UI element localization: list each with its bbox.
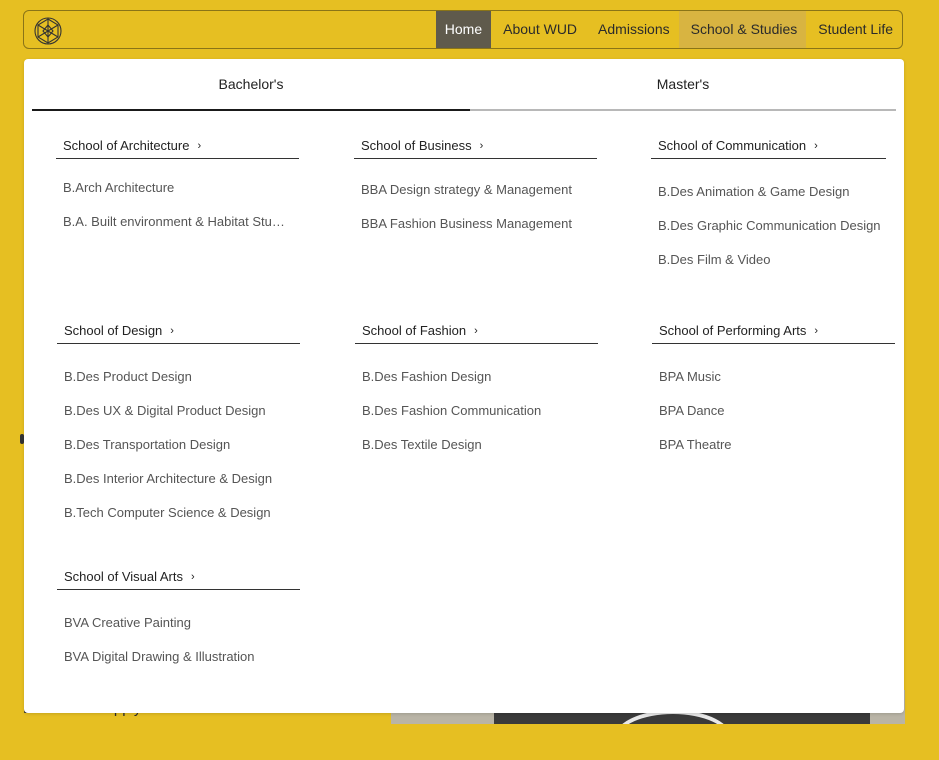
wud-logo-icon[interactable] xyxy=(33,16,63,46)
school-architecture-link[interactable] xyxy=(56,138,299,159)
nav-student-life[interactable]: Student Life xyxy=(818,21,893,37)
degree-tabs xyxy=(32,59,896,111)
program-link[interactable]: BPA Dance xyxy=(659,403,725,418)
school-business-link[interactable] xyxy=(354,138,597,159)
nav-about-wud[interactable]: About WUD xyxy=(503,21,578,37)
program-link[interactable]: B.Des Animation & Game Design xyxy=(658,184,850,199)
program-link[interactable]: B.Des Textile Design xyxy=(362,437,482,452)
program-link[interactable]: B.Des Fashion Design xyxy=(362,369,492,384)
chevron-right-icon: › xyxy=(479,140,484,152)
school-fashion xyxy=(355,323,598,462)
school-studies-dropdown xyxy=(24,59,904,713)
program-link[interactable]: B.Tech Computer Science & Design xyxy=(64,505,271,520)
school-name: School of Business xyxy=(361,138,472,153)
program-link[interactable]: BVA Creative Painting xyxy=(64,615,191,630)
school-communication-link[interactable] xyxy=(651,138,886,159)
nav-admissions[interactable]: Admissions xyxy=(598,21,670,37)
program-link[interactable]: B.Des Transportation Design xyxy=(64,437,231,452)
program-link[interactable]: B.Des UX & Digital Product Design xyxy=(64,403,266,418)
program-link[interactable]: BPA Theatre xyxy=(659,437,732,452)
program-link[interactable]: B.Des Product Design xyxy=(64,369,192,384)
school-visual-arts xyxy=(57,569,300,674)
school-fashion-link[interactable] xyxy=(355,323,598,344)
school-architecture xyxy=(56,138,299,239)
program-link[interactable]: B.Arch Architecture xyxy=(63,180,175,195)
school-visual-arts-link[interactable] xyxy=(57,569,300,590)
program-link[interactable]: B.Des Film & Video xyxy=(658,252,771,267)
program-link[interactable]: BVA Digital Drawing & Illustration xyxy=(64,649,255,664)
chevron-right-icon: › xyxy=(197,140,202,152)
school-business xyxy=(354,138,597,241)
school-design-link[interactable] xyxy=(57,323,300,344)
school-name: School of Communication xyxy=(658,138,807,153)
program-link[interactable]: B.Des Graphic Communication Design xyxy=(658,218,881,233)
program-link[interactable]: BPA Music xyxy=(659,369,721,384)
school-name: School of Design xyxy=(64,323,163,338)
nav-menu xyxy=(436,11,902,48)
school-name: School of Architecture xyxy=(63,138,190,153)
school-performing-arts xyxy=(652,323,895,462)
program-link[interactable]: B.Des Fashion Communication xyxy=(362,403,542,418)
chevron-right-icon: › xyxy=(191,571,195,583)
tab-masters[interactable]: Master's xyxy=(470,59,896,111)
chevron-right-icon: › xyxy=(814,325,819,337)
top-navbar xyxy=(23,10,903,49)
chevron-right-icon: › xyxy=(474,325,478,337)
program-link[interactable]: BBA Fashion Business Management xyxy=(361,216,573,231)
program-link[interactable]: B.Des Interior Architecture & Design xyxy=(64,471,273,486)
school-name: School of Visual Arts xyxy=(64,569,183,584)
tab-bachelors[interactable]: Bachelor's xyxy=(32,59,470,111)
school-name: School of Fashion xyxy=(362,323,467,338)
school-design xyxy=(57,323,300,530)
chevron-right-icon: › xyxy=(170,325,174,337)
chevron-right-icon: › xyxy=(814,140,818,152)
program-link[interactable]: B.A. Built environment & Habitat Stu… xyxy=(63,214,285,229)
school-performing-arts-link[interactable] xyxy=(652,323,895,344)
nav-home[interactable]: Home xyxy=(436,11,491,48)
nav-school-studies[interactable]: School & Studies xyxy=(679,11,807,48)
school-communication xyxy=(651,138,886,277)
program-link[interactable]: BBA Design strategy & Management xyxy=(361,182,573,197)
school-name: School of Performing Arts xyxy=(659,323,807,338)
